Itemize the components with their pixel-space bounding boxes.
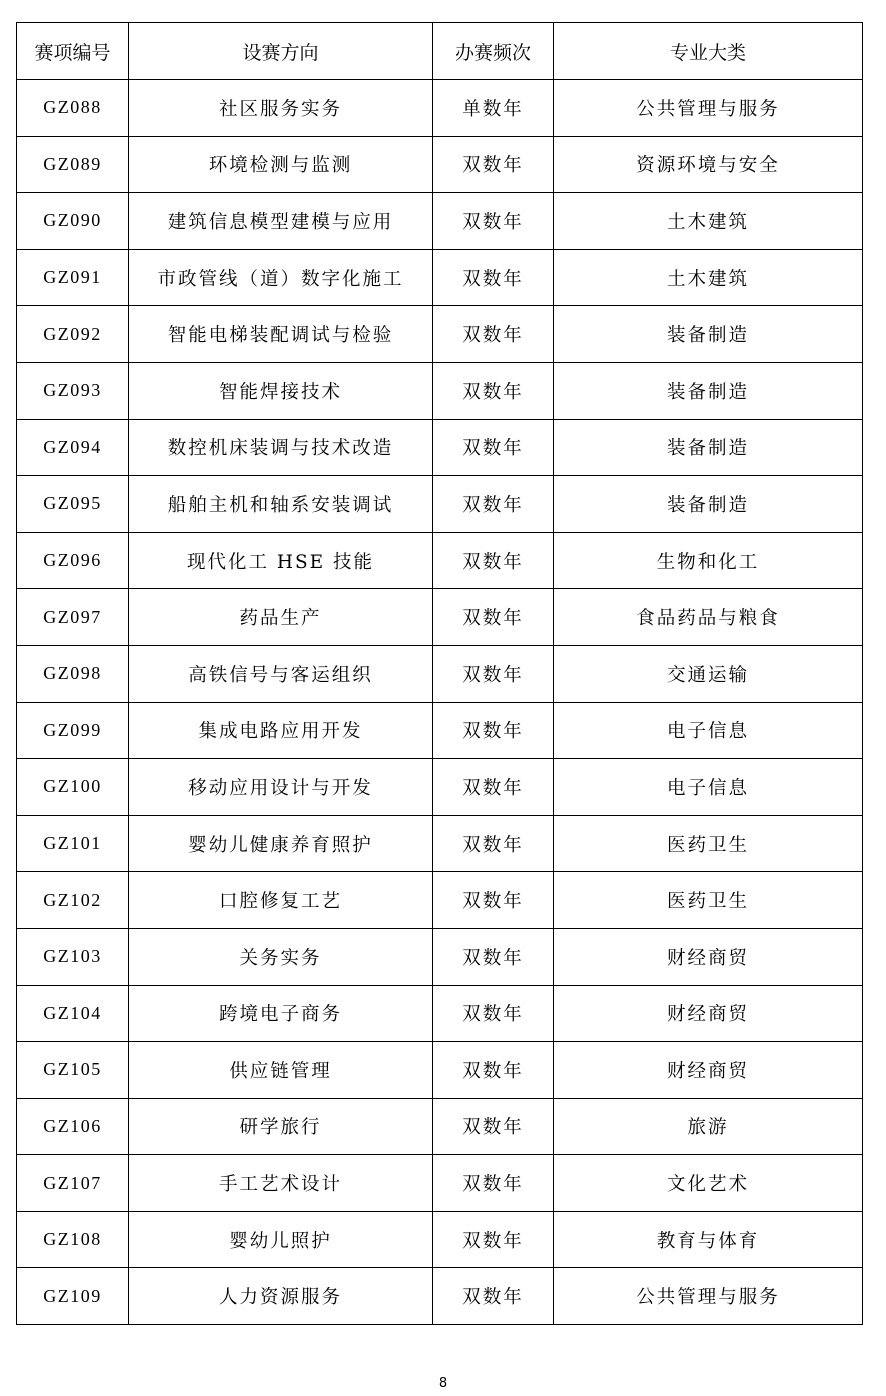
cell-direction: 高铁信号与客运组织 — [129, 645, 433, 702]
table-row — [17, 80, 863, 137]
cell-frequency: 双数年 — [433, 872, 554, 929]
cell-code: GZ109 — [17, 1268, 129, 1325]
table-row — [17, 1098, 863, 1155]
cell-direction: 关务实务 — [129, 928, 433, 985]
cell-frequency: 单数年 — [433, 80, 554, 137]
cell-direction: 数控机床装调与技术改造 — [129, 419, 433, 476]
table-row — [17, 815, 863, 872]
cell-category: 装备制造 — [554, 476, 863, 533]
table-row — [17, 419, 863, 476]
cell-code: GZ094 — [17, 419, 129, 476]
table-row — [17, 928, 863, 985]
table-row — [17, 532, 863, 589]
table-row — [17, 1211, 863, 1268]
cell-category: 财经商贸 — [554, 985, 863, 1042]
cell-direction: 供应链管理 — [129, 1042, 433, 1099]
cell-category: 公共管理与服务 — [554, 1268, 863, 1325]
cell-category: 电子信息 — [554, 759, 863, 816]
table-row — [17, 136, 863, 193]
table-row — [17, 1155, 863, 1212]
cell-direction: 智能电梯装配调试与检验 — [129, 306, 433, 363]
cell-direction: 市政管线（道）数字化施工 — [129, 249, 433, 306]
cell-code: GZ099 — [17, 702, 129, 759]
cell-direction: 环境检测与监测 — [129, 136, 433, 193]
cell-category: 装备制造 — [554, 362, 863, 419]
cell-code: GZ103 — [17, 928, 129, 985]
cell-direction: 社区服务实务 — [129, 80, 433, 137]
cell-category: 公共管理与服务 — [554, 80, 863, 137]
cell-code: GZ089 — [17, 136, 129, 193]
competition-table — [16, 22, 863, 1325]
cell-code: GZ100 — [17, 759, 129, 816]
cell-frequency: 双数年 — [433, 702, 554, 759]
cell-category: 装备制造 — [554, 306, 863, 363]
cell-category: 土木建筑 — [554, 249, 863, 306]
header-category: 专业大类 — [554, 23, 863, 80]
cell-category: 财经商贸 — [554, 928, 863, 985]
cell-code: GZ101 — [17, 815, 129, 872]
cell-category: 交通运输 — [554, 645, 863, 702]
cell-frequency: 双数年 — [433, 193, 554, 250]
cell-category: 资源环境与安全 — [554, 136, 863, 193]
cell-code: GZ096 — [17, 532, 129, 589]
cell-direction: 建筑信息模型建模与应用 — [129, 193, 433, 250]
cell-frequency: 双数年 — [433, 645, 554, 702]
cell-direction: 集成电路应用开发 — [129, 702, 433, 759]
cell-code: GZ092 — [17, 306, 129, 363]
cell-frequency: 双数年 — [433, 815, 554, 872]
cell-direction: 口腔修复工艺 — [129, 872, 433, 929]
cell-frequency: 双数年 — [433, 928, 554, 985]
cell-frequency: 双数年 — [433, 419, 554, 476]
cell-frequency: 双数年 — [433, 1042, 554, 1099]
cell-direction: 研学旅行 — [129, 1098, 433, 1155]
cell-code: GZ097 — [17, 589, 129, 646]
cell-code: GZ106 — [17, 1098, 129, 1155]
table-row — [17, 193, 863, 250]
cell-code: GZ104 — [17, 985, 129, 1042]
cell-frequency: 双数年 — [433, 306, 554, 363]
cell-code: GZ091 — [17, 249, 129, 306]
cell-direction: 人力资源服务 — [129, 1268, 433, 1325]
cell-code: GZ093 — [17, 362, 129, 419]
table-row — [17, 1268, 863, 1325]
cell-category: 食品药品与粮食 — [554, 589, 863, 646]
cell-direction: 药品生产 — [129, 589, 433, 646]
cell-category: 电子信息 — [554, 702, 863, 759]
table-row — [17, 702, 863, 759]
table-row — [17, 1042, 863, 1099]
cell-category: 装备制造 — [554, 419, 863, 476]
cell-frequency: 双数年 — [433, 249, 554, 306]
cell-frequency: 双数年 — [433, 476, 554, 533]
cell-category: 教育与体育 — [554, 1211, 863, 1268]
table-row — [17, 985, 863, 1042]
cell-category: 生物和化工 — [554, 532, 863, 589]
cell-frequency: 双数年 — [433, 1211, 554, 1268]
table-row — [17, 645, 863, 702]
cell-frequency: 双数年 — [433, 1155, 554, 1212]
table-header-row — [17, 23, 863, 80]
cell-frequency: 双数年 — [433, 589, 554, 646]
cell-direction: 跨境电子商务 — [129, 985, 433, 1042]
cell-frequency: 双数年 — [433, 1098, 554, 1155]
cell-category: 财经商贸 — [554, 1042, 863, 1099]
cell-frequency: 双数年 — [433, 532, 554, 589]
header-frequency: 办赛频次 — [433, 23, 554, 80]
cell-frequency: 双数年 — [433, 985, 554, 1042]
cell-frequency: 双数年 — [433, 136, 554, 193]
cell-direction: 智能焊接技术 — [129, 362, 433, 419]
cell-code: GZ095 — [17, 476, 129, 533]
cell-category: 医药卫生 — [554, 815, 863, 872]
cell-category: 旅游 — [554, 1098, 863, 1155]
table-row — [17, 249, 863, 306]
cell-direction: 婴幼儿健康养育照护 — [129, 815, 433, 872]
table-row — [17, 476, 863, 533]
header-direction: 设赛方向 — [129, 23, 433, 80]
cell-code: GZ108 — [17, 1211, 129, 1268]
cell-code: GZ098 — [17, 645, 129, 702]
cell-code: GZ102 — [17, 872, 129, 929]
cell-frequency: 双数年 — [433, 1268, 554, 1325]
cell-code: GZ090 — [17, 193, 129, 250]
page-number: 8 — [438, 1376, 448, 1391]
header-code: 赛项编号 — [17, 23, 129, 80]
cell-direction: 手工艺术设计 — [129, 1155, 433, 1212]
cell-frequency: 双数年 — [433, 759, 554, 816]
cell-category: 土木建筑 — [554, 193, 863, 250]
cell-code: GZ088 — [17, 80, 129, 137]
table-row — [17, 362, 863, 419]
table-body — [17, 80, 863, 1325]
cell-frequency: 双数年 — [433, 362, 554, 419]
table-row — [17, 872, 863, 929]
cell-category: 文化艺术 — [554, 1155, 863, 1212]
table-row — [17, 589, 863, 646]
table-row — [17, 759, 863, 816]
cell-code: GZ107 — [17, 1155, 129, 1212]
cell-direction: 船舶主机和轴系安装调试 — [129, 476, 433, 533]
cell-category: 医药卫生 — [554, 872, 863, 929]
table-row — [17, 306, 863, 363]
cell-code: GZ105 — [17, 1042, 129, 1099]
cell-direction: 移动应用设计与开发 — [129, 759, 433, 816]
cell-direction: 现代化工 HSE 技能 — [129, 532, 433, 589]
cell-direction: 婴幼儿照护 — [129, 1211, 433, 1268]
